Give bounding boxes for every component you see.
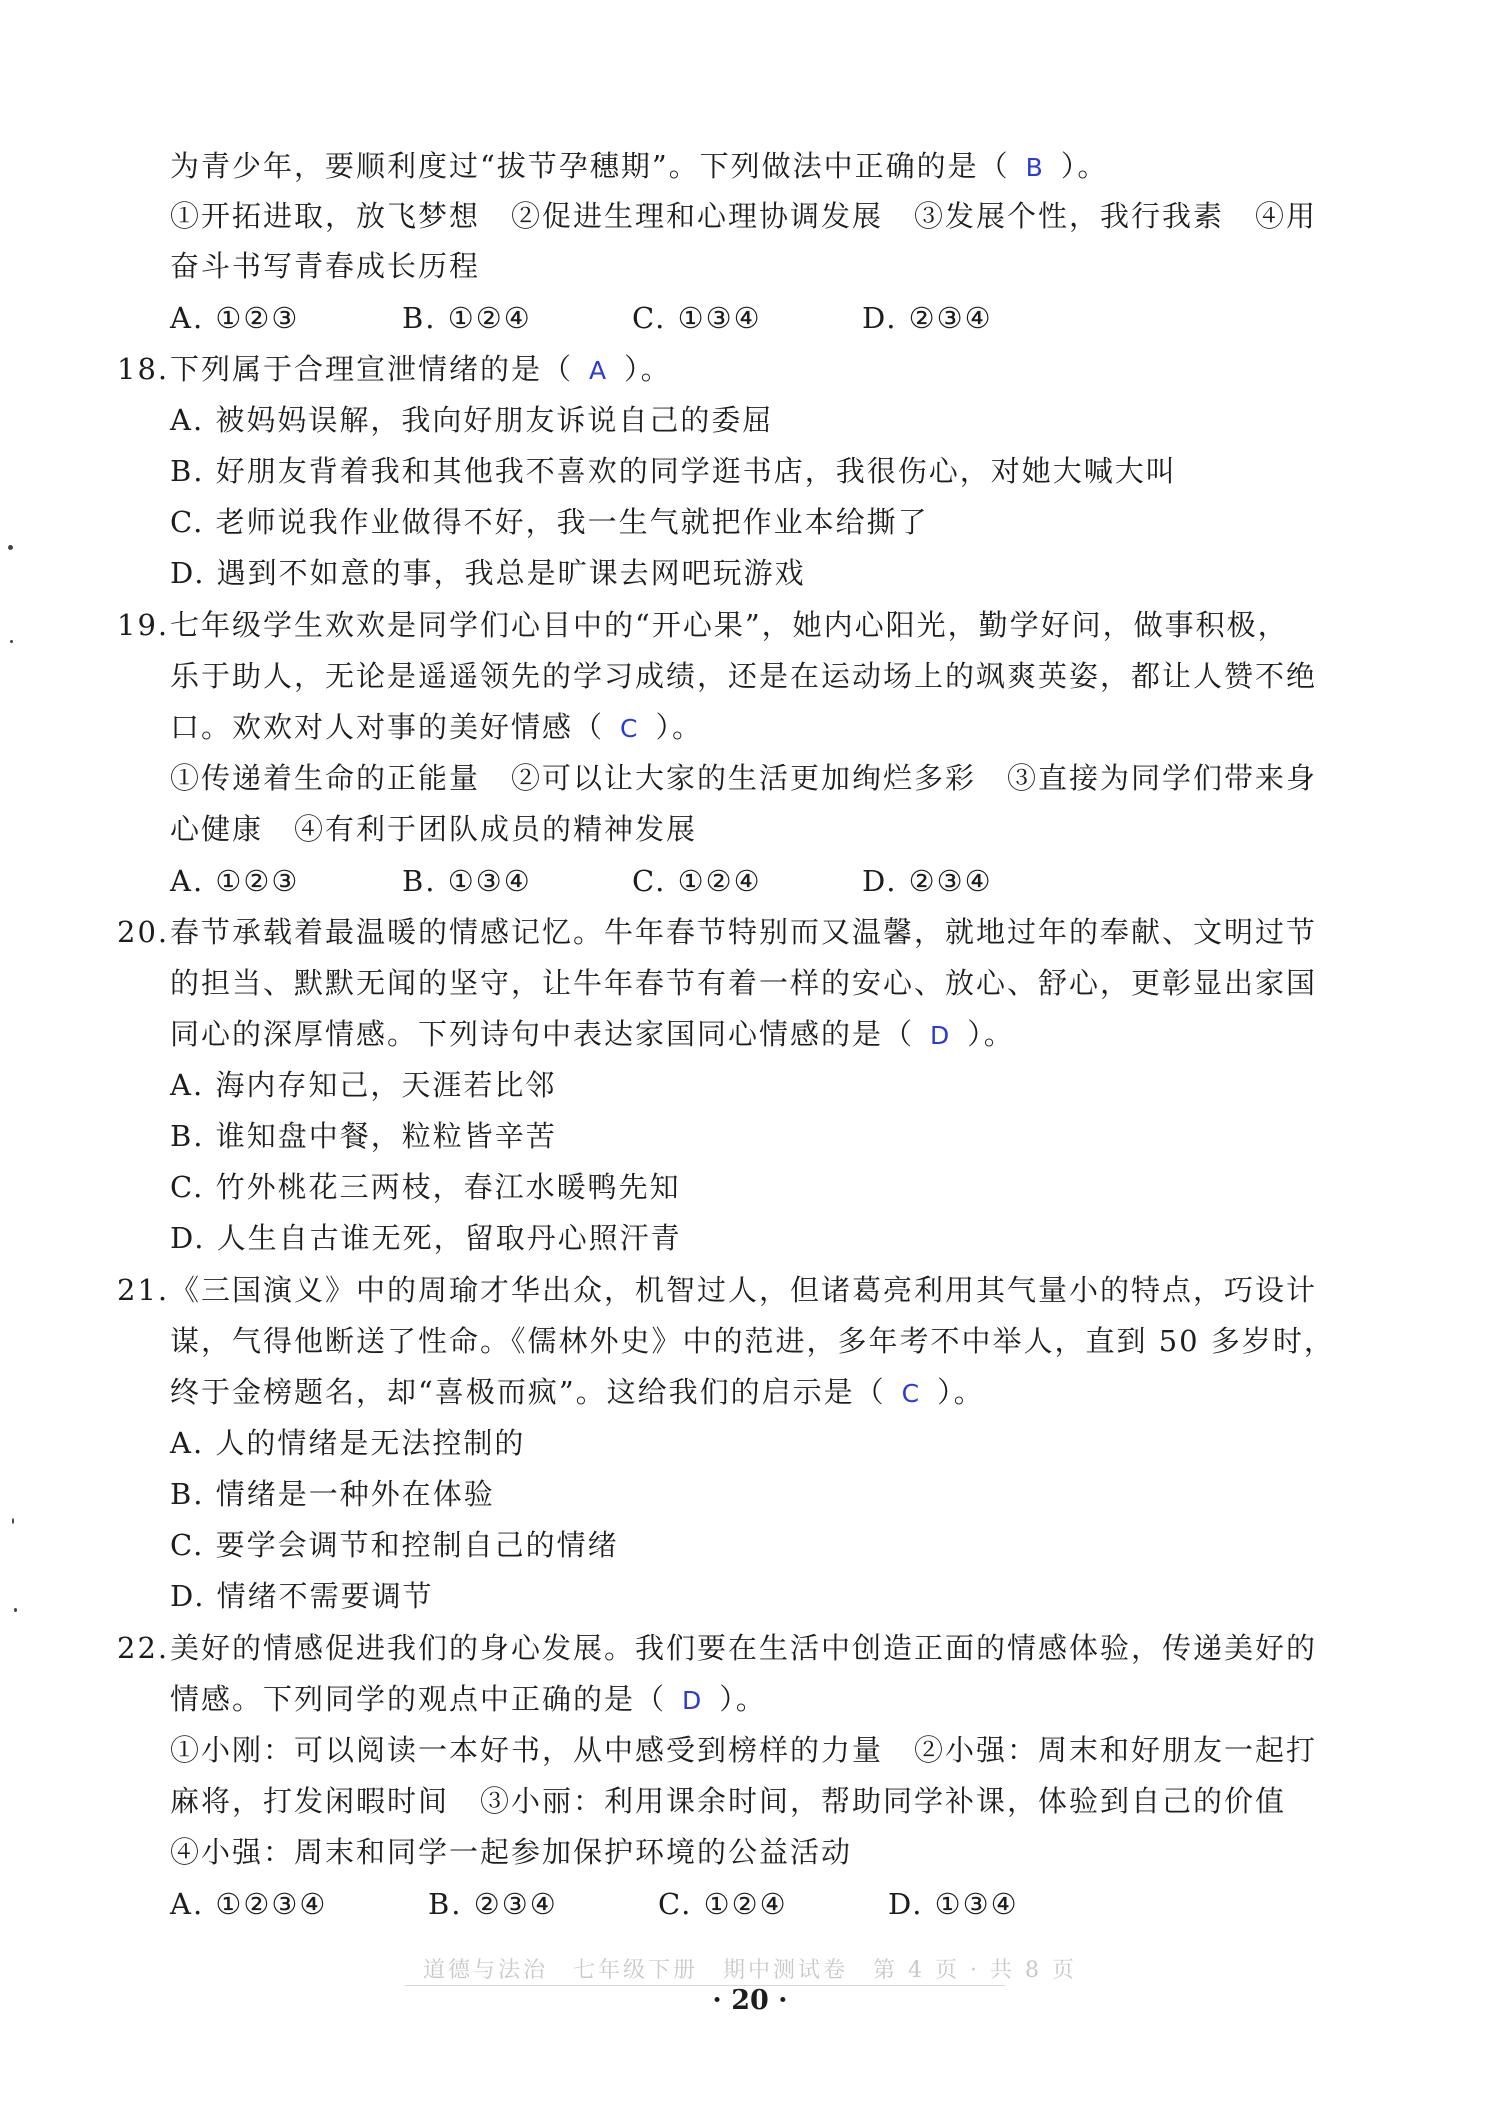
q18-option-b: B. 好朋友背着我和其他我不喜欢的同学逛书店，我很伤心，对她大喊大叫 xyxy=(170,454,1177,488)
q19-option-d: D. ②③④ xyxy=(862,864,993,898)
q17-option-a: A. ①②③ xyxy=(170,301,300,335)
scan-speck xyxy=(8,545,13,550)
q22-option-c: C. ①②④ xyxy=(658,1887,788,1921)
q21-answer: C xyxy=(901,1379,922,1408)
q22-answer: D xyxy=(682,1686,704,1715)
q20-option-c: C. 竹外桃花三两枝，春江水暖鸭先知 xyxy=(170,1170,681,1204)
scan-speck xyxy=(12,1518,14,1524)
q19-items-line-1: ①传递着生命的正能量 ②可以让大家的生活更加绚烂多彩 ③直接为同学们带来身 xyxy=(170,761,1318,795)
q21-stem-line-1: 21. 《三国演义》中的周瑜才华出众，机智过人，但诸葛亮利用其气量小的特点，巧设计 xyxy=(170,1270,1317,1310)
q19-option-a: A. ①②③ xyxy=(170,864,300,898)
q22-stem-line-1: 22. 美好的情感促进我们的身心发展。我们要在生活中创造正面的情感体验，传递美好的 xyxy=(170,1628,1317,1668)
q17-answer: B xyxy=(1025,153,1045,182)
page-number: · 20 · xyxy=(712,1985,788,2016)
q21-number: 21. xyxy=(117,1273,170,1307)
q17-option-c: C. ①③④ xyxy=(632,301,762,335)
q20-stem-line-2: 的担当、默默无闻的坚守，让牛年春节有着一样的安心、放心、舒心，更彰显出家国 xyxy=(170,966,1318,1000)
q22-items-line-1: ①小刚：可以阅读一本好书，从中感受到榜样的力量 ②小强：周末和好朋友一起打 xyxy=(170,1733,1318,1767)
q20-number: 20. xyxy=(117,915,170,949)
q20-option-b: B. 谁知盘中餐，粒粒皆辛苦 xyxy=(170,1119,557,1153)
q18-answer: A xyxy=(589,356,609,385)
q17-items-line-2: 奋斗书写青春成长历程 xyxy=(170,249,481,283)
q19-stem-line-1: 19. 七年级学生欢欢是同学们心目中的“开心果”，她内心阳光，勤学好问，做事积极， xyxy=(170,605,1289,645)
q21-option-b: B. 情绪是一种外在体验 xyxy=(170,1477,495,1511)
q19-answer: C xyxy=(620,714,640,743)
scan-speck xyxy=(14,1608,17,1612)
q22-option-d: D. ①③④ xyxy=(888,1887,1019,1921)
q17-option-b: B. ①②④ xyxy=(402,301,532,335)
q19-option-b: B. ①③④ xyxy=(402,864,532,898)
q19-stem-line-2: 乐于助人，无论是遥遥领先的学习成绩，还是在运动场上的飒爽英姿，都让人赞不绝 xyxy=(170,659,1318,693)
q19-number: 19. xyxy=(117,608,170,642)
q17-stem-line: 为青少年，要顺利度过“拔节孕穗期”。下列做法中正确的是（ B ）。 xyxy=(170,149,1109,183)
q22-option-b: B. ②③④ xyxy=(428,1887,558,1921)
q18-option-a: A. 被妈妈误解，我向好朋友诉说自己的委屈 xyxy=(170,403,774,437)
q21-option-d: D. 情绪不需要调节 xyxy=(170,1579,434,1613)
q18-option-c: C. 老师说我作业做得不好，我一生气就把作业本给撕了 xyxy=(170,505,929,539)
q20-stem-line-3: 同心的深厚情感。下列诗句中表达家国同心情感的是（ D ）。 xyxy=(170,1017,1015,1051)
q22-option-a: A. ①②③④ xyxy=(170,1887,328,1921)
q20-option-a: A. 海内存知己，天涯若比邻 xyxy=(170,1068,557,1102)
q21-option-c: C. 要学会调节和控制自己的情绪 xyxy=(170,1528,619,1562)
q20-answer: D xyxy=(930,1021,952,1050)
q22-stem-line-2: 情感。下列同学的观点中正确的是（ D ）。 xyxy=(170,1682,767,1716)
q19-items-line-2: 心健康 ④有利于团队成员的精神发展 xyxy=(170,812,698,846)
q17-items-line-1: ①开拓进取，放飞梦想 ②促进生理和心理协调发展 ③发展个性，我行我素 ④用 xyxy=(170,199,1318,233)
q19-stem-line-3: 口。欢欢对人对事的美好情感（ C ）。 xyxy=(170,710,703,744)
q21-option-a: A. 人的情绪是无法控制的 xyxy=(170,1426,526,1460)
q22-items-line-2: 麻将，打发闲暇时间 ③小丽：利用课余时间，帮助同学补课，体验到自己的价值 xyxy=(170,1784,1287,1818)
q18-stem: 18. 下列属于合理宣泄情绪的是（ A ）。 xyxy=(170,349,672,391)
q17-option-d: D. ②③④ xyxy=(862,301,993,335)
q19-option-c: C. ①②④ xyxy=(632,864,762,898)
page-footer-label: 道德与法治 七年级下册 期中测试卷 第 4 页 · 共 8 页 xyxy=(423,1958,1077,1983)
q18-option-d: D. 遇到不如意的事，我总是旷课去网吧玩游戏 xyxy=(170,556,806,590)
q20-option-d: D. 人生自古谁无死，留取丹心照汗青 xyxy=(170,1221,682,1255)
q21-stem-line-2: 谋，气得他断送了性命。《儒林外史》中的范进，多年考不中举人，直到 50 多岁时， xyxy=(170,1324,1335,1358)
q18-number: 18. xyxy=(117,352,170,386)
q22-items-line-3: ④小强：周末和同学一起参加保护环境的公益活动 xyxy=(170,1835,853,1869)
q21-stem-line-3: 终于金榜题名，却“喜极而疯”。这给我们的启示是（ C ）。 xyxy=(170,1375,985,1409)
q20-stem-line-1: 20. 春节承载着最温暖的情感记忆。牛年春节特别而又温馨，就地过年的奉献、文明过节 xyxy=(170,912,1317,952)
q22-number: 22. xyxy=(117,1631,170,1665)
scan-speck xyxy=(10,640,13,643)
